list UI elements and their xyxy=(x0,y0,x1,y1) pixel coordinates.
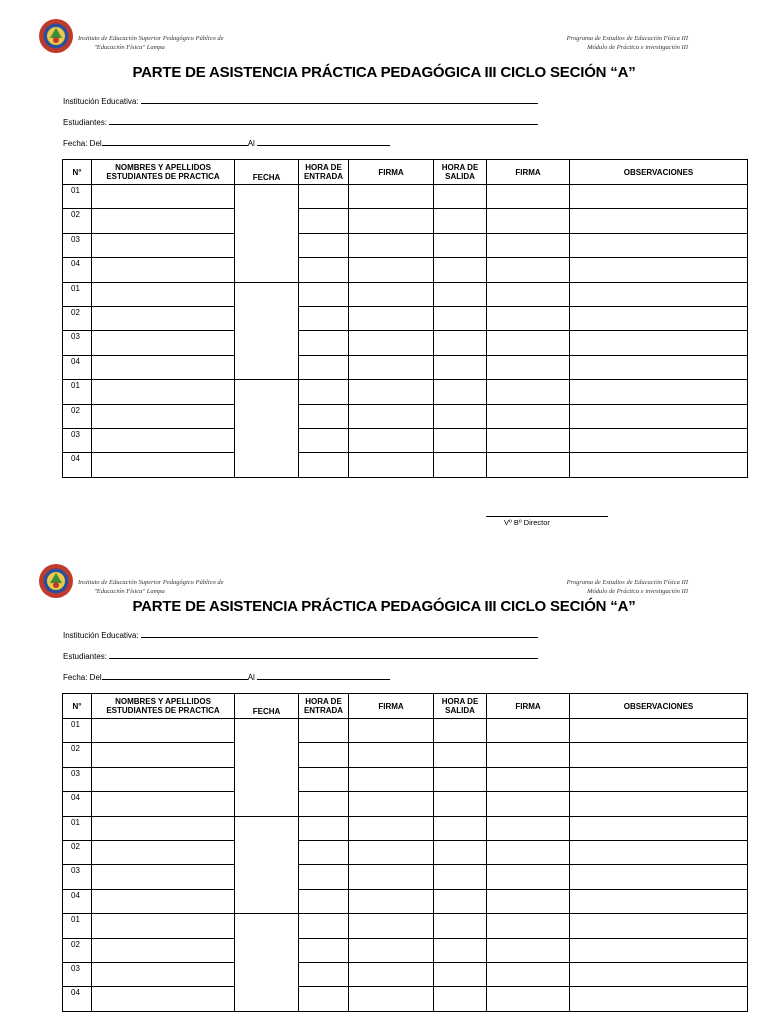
firma-entrada-cell[interactable] xyxy=(349,380,434,404)
col-header-hora-salida: HORA DE SALIDA xyxy=(434,694,487,719)
fecha-del-label: Fecha: Del xyxy=(63,673,102,682)
hora-entrada-cell[interactable] xyxy=(299,355,349,379)
estudiantes-line[interactable] xyxy=(109,116,538,125)
page-title: PARTE DE ASISTENCIA PRÁCTICA PEDAGÓGICA III CICLO SECIÓN “A” xyxy=(132,64,636,81)
table-row xyxy=(63,282,748,306)
firma-salida-cell[interactable] xyxy=(487,938,570,962)
firma-entrada-cell[interactable] xyxy=(349,282,434,306)
institution-logo xyxy=(38,18,74,54)
names-cell[interactable] xyxy=(92,209,235,233)
names-cell[interactable] xyxy=(92,719,235,743)
hora-entrada-cell[interactable] xyxy=(299,209,349,233)
firma-salida-cell[interactable] xyxy=(487,865,570,889)
hora-salida-cell[interactable] xyxy=(434,331,487,355)
observaciones-cell[interactable] xyxy=(570,306,748,330)
names-cell[interactable] xyxy=(92,331,235,355)
observaciones-cell[interactable] xyxy=(570,258,748,282)
firma-entrada-cell[interactable] xyxy=(349,962,434,986)
hora-salida-cell[interactable] xyxy=(434,404,487,428)
table-row xyxy=(63,767,748,791)
observaciones-cell[interactable] xyxy=(570,889,748,913)
table-row xyxy=(63,331,748,355)
hora-entrada-cell[interactable] xyxy=(299,258,349,282)
hora-salida-cell[interactable] xyxy=(434,889,487,913)
table-row xyxy=(63,209,748,233)
firma-entrada-cell[interactable] xyxy=(349,865,434,889)
hora-entrada-cell[interactable] xyxy=(299,792,349,816)
col-header-hora-salida: HORA DE SALIDA xyxy=(434,160,487,185)
fecha-del-line[interactable] xyxy=(102,137,248,146)
hora-salida-cell[interactable] xyxy=(434,865,487,889)
observaciones-cell[interactable] xyxy=(570,282,748,306)
program-line2: Módulo de Práctica e investigación III xyxy=(587,44,688,51)
table-header-row xyxy=(63,694,748,719)
hora-entrada-cell[interactable] xyxy=(299,428,349,452)
row-number: 03 xyxy=(63,331,92,355)
estudiantes-label: Estudiantes: xyxy=(63,652,108,661)
institution-name-line1: Instituto de Educación Superior Pedagógico Público de xyxy=(78,35,224,42)
observaciones-cell[interactable] xyxy=(570,840,748,864)
hora-salida-cell[interactable] xyxy=(434,185,487,209)
fecha-field[interactable] xyxy=(63,137,390,148)
observaciones-cell[interactable] xyxy=(570,719,748,743)
col-header-firma-entrada: FIRMA xyxy=(349,160,434,185)
hora-salida-cell[interactable] xyxy=(434,306,487,330)
firma-entrada-cell[interactable] xyxy=(349,185,434,209)
firma-entrada-cell[interactable] xyxy=(349,840,434,864)
row-number: 03 xyxy=(63,767,92,791)
firma-entrada-cell[interactable] xyxy=(349,889,434,913)
row-number: 04 xyxy=(63,792,92,816)
names-cell[interactable] xyxy=(92,962,235,986)
hora-salida-cell[interactable] xyxy=(434,792,487,816)
fecha-al-line[interactable] xyxy=(257,137,390,146)
hora-salida-cell[interactable] xyxy=(434,258,487,282)
institution-name xyxy=(78,578,224,596)
names-cell[interactable] xyxy=(92,987,235,1011)
firma-salida-cell[interactable] xyxy=(487,185,570,209)
firma-salida-cell[interactable] xyxy=(487,840,570,864)
firma-salida-cell[interactable] xyxy=(487,355,570,379)
director-signature-line[interactable] xyxy=(486,516,608,517)
observaciones-cell[interactable] xyxy=(570,865,748,889)
row-number: 01 xyxy=(63,816,92,840)
observaciones-cell[interactable] xyxy=(570,938,748,962)
table-row xyxy=(63,962,748,986)
observaciones-cell[interactable] xyxy=(570,792,748,816)
hora-salida-cell[interactable] xyxy=(434,914,487,938)
firma-entrada-cell[interactable] xyxy=(349,938,434,962)
table-row xyxy=(63,258,748,282)
fecha-cell[interactable] xyxy=(235,380,299,478)
estudiantes-field[interactable] xyxy=(63,116,538,127)
hora-salida-cell[interactable] xyxy=(434,840,487,864)
table-header-row xyxy=(63,160,748,185)
table-row xyxy=(63,380,748,404)
hora-entrada-cell[interactable] xyxy=(299,306,349,330)
firma-entrada-cell[interactable] xyxy=(349,816,434,840)
row-number: 03 xyxy=(63,428,92,452)
hora-salida-cell[interactable] xyxy=(434,380,487,404)
col-header-fecha: FECHA xyxy=(235,160,299,185)
institucion-label: Institución Educativa: xyxy=(63,631,139,640)
table-row xyxy=(63,840,748,864)
hora-entrada-cell[interactable] xyxy=(299,743,349,767)
row-number: 02 xyxy=(63,404,92,428)
row-number: 02 xyxy=(63,306,92,330)
hora-salida-cell[interactable] xyxy=(434,355,487,379)
hora-salida-cell[interactable] xyxy=(434,987,487,1011)
fecha-del-label: Fecha: Del xyxy=(63,139,102,148)
table-row xyxy=(63,404,748,428)
firma-salida-cell[interactable] xyxy=(487,719,570,743)
attendance-table xyxy=(62,159,748,478)
table-row xyxy=(63,428,748,452)
firma-entrada-cell[interactable] xyxy=(349,743,434,767)
hora-entrada-cell[interactable] xyxy=(299,185,349,209)
fecha-al-label: Al xyxy=(247,673,255,682)
names-cell[interactable] xyxy=(92,185,235,209)
institucion-line[interactable] xyxy=(141,95,538,104)
hora-salida-cell[interactable] xyxy=(434,938,487,962)
names-cell[interactable] xyxy=(92,767,235,791)
hora-salida-cell[interactable] xyxy=(434,209,487,233)
firma-salida-cell[interactable] xyxy=(487,816,570,840)
observaciones-cell[interactable] xyxy=(570,331,748,355)
hora-entrada-cell[interactable] xyxy=(299,865,349,889)
hora-entrada-cell[interactable] xyxy=(299,719,349,743)
firma-entrada-cell[interactable] xyxy=(349,404,434,428)
hora-entrada-cell[interactable] xyxy=(299,840,349,864)
row-number: 04 xyxy=(63,453,92,477)
names-cell[interactable] xyxy=(92,355,235,379)
hora-salida-cell[interactable] xyxy=(434,719,487,743)
firma-salida-cell[interactable] xyxy=(487,282,570,306)
names-cell[interactable] xyxy=(92,233,235,257)
names-cell[interactable] xyxy=(92,258,235,282)
firma-entrada-cell[interactable] xyxy=(349,987,434,1011)
hora-salida-cell[interactable] xyxy=(434,453,487,477)
table-row xyxy=(63,889,748,913)
table-row xyxy=(63,938,748,962)
names-cell[interactable] xyxy=(92,914,235,938)
firma-entrada-cell[interactable] xyxy=(349,209,434,233)
firma-entrada-cell[interactable] xyxy=(349,792,434,816)
hora-salida-cell[interactable] xyxy=(434,282,487,306)
firma-entrada-cell[interactable] xyxy=(349,428,434,452)
col-header-firma-entrada: FIRMA xyxy=(349,694,434,719)
estudiantes-line[interactable] xyxy=(109,650,538,659)
program-line1: Programa de Estudios de Educación Física III xyxy=(566,579,688,586)
row-number: 02 xyxy=(63,938,92,962)
firma-salida-cell[interactable] xyxy=(487,428,570,452)
observaciones-cell[interactable] xyxy=(570,404,748,428)
firma-entrada-cell[interactable] xyxy=(349,719,434,743)
hora-entrada-cell[interactable] xyxy=(299,404,349,428)
hora-entrada-cell[interactable] xyxy=(299,889,349,913)
firma-salida-cell[interactable] xyxy=(487,331,570,355)
row-number: 01 xyxy=(63,185,92,209)
page-title: PARTE DE ASISTENCIA PRÁCTICA PEDAGÓGICA III CICLO SECIÓN “A” xyxy=(132,598,636,615)
names-cell[interactable] xyxy=(92,792,235,816)
table-row xyxy=(63,865,748,889)
hora-entrada-cell[interactable] xyxy=(299,380,349,404)
fecha-cell[interactable] xyxy=(235,282,299,380)
firma-salida-cell[interactable] xyxy=(487,889,570,913)
hora-salida-cell[interactable] xyxy=(434,743,487,767)
firma-salida-cell[interactable] xyxy=(487,209,570,233)
fecha-cell[interactable] xyxy=(235,816,299,914)
hora-entrada-cell[interactable] xyxy=(299,987,349,1011)
observaciones-cell[interactable] xyxy=(570,209,748,233)
hora-entrada-cell[interactable] xyxy=(299,938,349,962)
firma-entrada-cell[interactable] xyxy=(349,233,434,257)
row-number: 03 xyxy=(63,962,92,986)
names-cell[interactable] xyxy=(92,743,235,767)
firma-salida-cell[interactable] xyxy=(487,962,570,986)
row-number: 02 xyxy=(63,209,92,233)
row-number: 02 xyxy=(63,840,92,864)
program-line1: Programa de Estudios de Educación Física III xyxy=(566,35,688,42)
names-cell[interactable] xyxy=(92,453,235,477)
observaciones-cell[interactable] xyxy=(570,962,748,986)
firma-entrada-cell[interactable] xyxy=(349,914,434,938)
hora-entrada-cell[interactable] xyxy=(299,767,349,791)
fecha-cell[interactable] xyxy=(235,914,299,1012)
row-number: 01 xyxy=(63,719,92,743)
table-row xyxy=(63,743,748,767)
names-cell[interactable] xyxy=(92,865,235,889)
observaciones-cell[interactable] xyxy=(570,428,748,452)
col-header-firma-salida: FIRMA xyxy=(487,694,570,719)
table-row xyxy=(63,233,748,257)
firma-entrada-cell[interactable] xyxy=(349,258,434,282)
firma-salida-cell[interactable] xyxy=(487,233,570,257)
table-row xyxy=(63,914,748,938)
table-row xyxy=(63,719,748,743)
fecha-al-label: Al xyxy=(247,139,255,148)
hora-entrada-cell[interactable] xyxy=(299,282,349,306)
observaciones-cell[interactable] xyxy=(570,380,748,404)
firma-salida-cell[interactable] xyxy=(487,404,570,428)
row-number: 01 xyxy=(63,914,92,938)
names-cell[interactable] xyxy=(92,840,235,864)
row-number: 01 xyxy=(63,380,92,404)
row-number: 04 xyxy=(63,258,92,282)
program-line2: Módulo de Práctica e investigación III xyxy=(587,588,688,595)
hora-salida-cell[interactable] xyxy=(434,767,487,791)
observaciones-cell[interactable] xyxy=(570,767,748,791)
firma-entrada-cell[interactable] xyxy=(349,306,434,330)
observaciones-cell[interactable] xyxy=(570,987,748,1011)
institucion-field[interactable] xyxy=(63,95,538,106)
hora-salida-cell[interactable] xyxy=(434,428,487,452)
observaciones-cell[interactable] xyxy=(570,233,748,257)
row-number: 03 xyxy=(63,865,92,889)
fecha-al-line[interactable] xyxy=(257,671,390,680)
firma-salida-cell[interactable] xyxy=(487,987,570,1011)
hora-salida-cell[interactable] xyxy=(434,962,487,986)
firma-salida-cell[interactable] xyxy=(487,306,570,330)
observaciones-cell[interactable] xyxy=(570,743,748,767)
hora-salida-cell[interactable] xyxy=(434,233,487,257)
names-cell[interactable] xyxy=(92,816,235,840)
table-row xyxy=(63,306,748,330)
firma-entrada-cell[interactable] xyxy=(349,767,434,791)
names-cell[interactable] xyxy=(92,404,235,428)
table-row xyxy=(63,185,748,209)
observaciones-cell[interactable] xyxy=(570,185,748,209)
hora-entrada-cell[interactable] xyxy=(299,816,349,840)
firma-entrada-cell[interactable] xyxy=(349,331,434,355)
col-header-observaciones: OBSERVACIONES xyxy=(570,160,748,185)
names-cell[interactable] xyxy=(92,889,235,913)
names-cell[interactable] xyxy=(92,428,235,452)
col-header-num: N° xyxy=(63,694,92,719)
institution-name-line2: "Educación Física" Lampa xyxy=(94,44,165,51)
names-cell[interactable] xyxy=(92,306,235,330)
table-row xyxy=(63,816,748,840)
col-header-names: NOMBRES Y APELLIDOS ESTUDIANTES DE PRACTICA xyxy=(92,160,235,185)
fecha-del-line[interactable] xyxy=(102,671,248,680)
observaciones-cell[interactable] xyxy=(570,355,748,379)
firma-salida-cell[interactable] xyxy=(487,380,570,404)
col-header-names: NOMBRES Y APELLIDOS ESTUDIANTES DE PRACTICA xyxy=(92,694,235,719)
col-header-firma-salida: FIRMA xyxy=(487,160,570,185)
institution-name-line1: Instituto de Educación Superior Pedagógico Público de xyxy=(78,579,224,586)
col-header-fecha: FECHA xyxy=(235,694,299,719)
row-number: 04 xyxy=(63,889,92,913)
fecha-cell[interactable] xyxy=(235,719,299,817)
institution-logo xyxy=(38,563,74,599)
attendance-table xyxy=(62,693,748,1012)
hora-entrada-cell[interactable] xyxy=(299,962,349,986)
program-name xyxy=(567,578,688,596)
fecha-field[interactable] xyxy=(63,671,390,682)
firma-salida-cell[interactable] xyxy=(487,258,570,282)
row-number: 01 xyxy=(63,282,92,306)
director-signature-label: Vº Bº Director xyxy=(504,518,550,527)
table-row xyxy=(63,453,748,477)
row-number: 04 xyxy=(63,355,92,379)
firma-salida-cell[interactable] xyxy=(487,792,570,816)
row-number: 03 xyxy=(63,233,92,257)
row-number: 04 xyxy=(63,987,92,1011)
institucion-field[interactable] xyxy=(63,629,538,640)
estudiantes-label: Estudiantes: xyxy=(63,118,108,127)
observaciones-cell[interactable] xyxy=(570,453,748,477)
hora-entrada-cell[interactable] xyxy=(299,453,349,477)
col-header-hora-entrada: HORA DE ENTRADA xyxy=(299,160,349,185)
institucion-line[interactable] xyxy=(141,629,538,638)
table-row xyxy=(63,987,748,1011)
col-header-hora-entrada: HORA DE ENTRADA xyxy=(299,694,349,719)
row-number: 02 xyxy=(63,743,92,767)
program-name xyxy=(567,34,688,52)
institution-name-line2: "Educación Física" Lampa xyxy=(94,588,165,595)
hora-entrada-cell[interactable] xyxy=(299,331,349,355)
names-cell[interactable] xyxy=(92,282,235,306)
institution-name xyxy=(78,34,224,52)
firma-salida-cell[interactable] xyxy=(487,453,570,477)
table-row xyxy=(63,792,748,816)
firma-entrada-cell[interactable] xyxy=(349,453,434,477)
institucion-label: Institución Educativa: xyxy=(63,97,139,106)
fecha-cell[interactable] xyxy=(235,185,299,283)
observaciones-cell[interactable] xyxy=(570,914,748,938)
hora-salida-cell[interactable] xyxy=(434,816,487,840)
firma-salida-cell[interactable] xyxy=(487,914,570,938)
hora-entrada-cell[interactable] xyxy=(299,233,349,257)
table-row xyxy=(63,355,748,379)
firma-entrada-cell[interactable] xyxy=(349,355,434,379)
col-header-num: N° xyxy=(63,160,92,185)
observaciones-cell[interactable] xyxy=(570,816,748,840)
estudiantes-field[interactable] xyxy=(63,650,538,661)
firma-salida-cell[interactable] xyxy=(487,767,570,791)
hora-entrada-cell[interactable] xyxy=(299,914,349,938)
firma-salida-cell[interactable] xyxy=(487,743,570,767)
col-header-observaciones: OBSERVACIONES xyxy=(570,694,748,719)
names-cell[interactable] xyxy=(92,380,235,404)
names-cell[interactable] xyxy=(92,938,235,962)
